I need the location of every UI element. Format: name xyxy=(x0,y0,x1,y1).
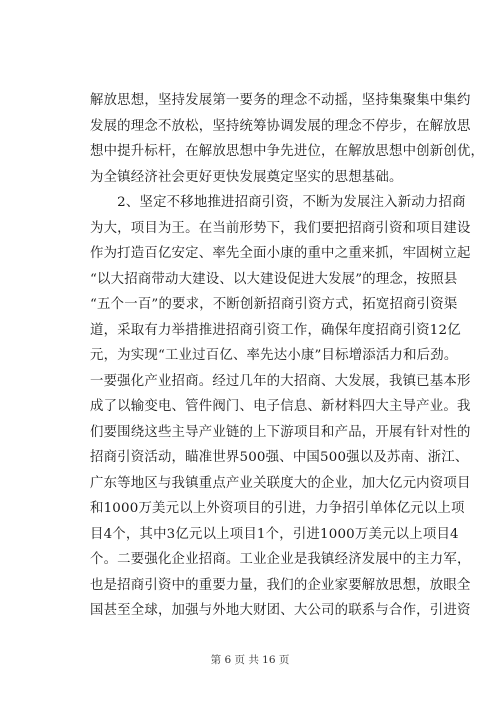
text-line: 国甚至全球，加强与外地大财团、大公司的联系与合作，引进资 xyxy=(90,603,471,618)
text-line: 为大，项目为王。在当前形势下，我们要把招商引资和项目建设 xyxy=(90,220,471,236)
text-line: 道，采取有力举措推进招商引资工作，确保年度招商引资12亿 xyxy=(90,322,461,338)
text-line: 为全镇经济社会更好更快发展奠定坚实的思想基础。 xyxy=(90,169,403,185)
text-line: 想中提升标杆，在解放思想中争先进位，在解放思想中创新创优， xyxy=(90,144,485,159)
text-line: 也是招商引资中的重要力量，我们的企业家要解放思想，放眼全 xyxy=(90,577,471,593)
text-line: 成了以输变电、管件阀门、电子信息、新材料四大主导产业。我 xyxy=(90,399,471,414)
text-line: 个。二要强化企业招商。工业企业是我镇经济发展中的主力军， xyxy=(90,552,471,567)
text-line: “五个一百”的要求，不断创新招商引资方式，拓宽招商引资渠 xyxy=(90,297,458,312)
text-line: 招商引资活动，瞄准世界500强、中国500强以及苏南、浙江、 xyxy=(90,450,469,465)
text-line: “以大招商带动大建设、以大建设促进大发展”的理念，按照县 xyxy=(90,271,458,287)
text-line: 一要强化产业招商。经过几年的大招商、大发展，我镇已基本形 xyxy=(90,373,471,389)
text-line: 目4个，其中3亿元以上项目1个，引进1000万美元以上项目4 xyxy=(90,526,459,542)
text-line: 2、坚定不移地推进招商引资，不断为发展注入新动力招商 xyxy=(90,195,466,210)
text-line: 解放思想，坚持发展第一要务的理念不动摇，坚持集聚集中集约 xyxy=(90,93,471,108)
body-text xyxy=(90,88,485,624)
text-line: 发展的理念不放松，坚持统筹协调发展的理念不停步，在解放思 xyxy=(90,118,471,134)
text-line: 们要围绕这些主导产业链的上下游项目和产品，开展有针对性的 xyxy=(90,424,471,440)
text-line: 作为打造百亿安定、率先全面小康的重中之重来抓，牢固树立起 xyxy=(90,246,471,261)
text-line: 广东等地区与我镇重点产业关联度大的企业，加大亿元内资项目 xyxy=(90,475,471,491)
text-line: 元，为实现“工业过百亿、率先达小康”目标增添活力和后劲。 xyxy=(90,348,458,363)
text-line: 和1000万美元以上外资项目的引进，力争招引单体亿元以上项 xyxy=(90,501,465,516)
page-number-footer: 第 6 页 共 16 页 xyxy=(210,654,290,666)
